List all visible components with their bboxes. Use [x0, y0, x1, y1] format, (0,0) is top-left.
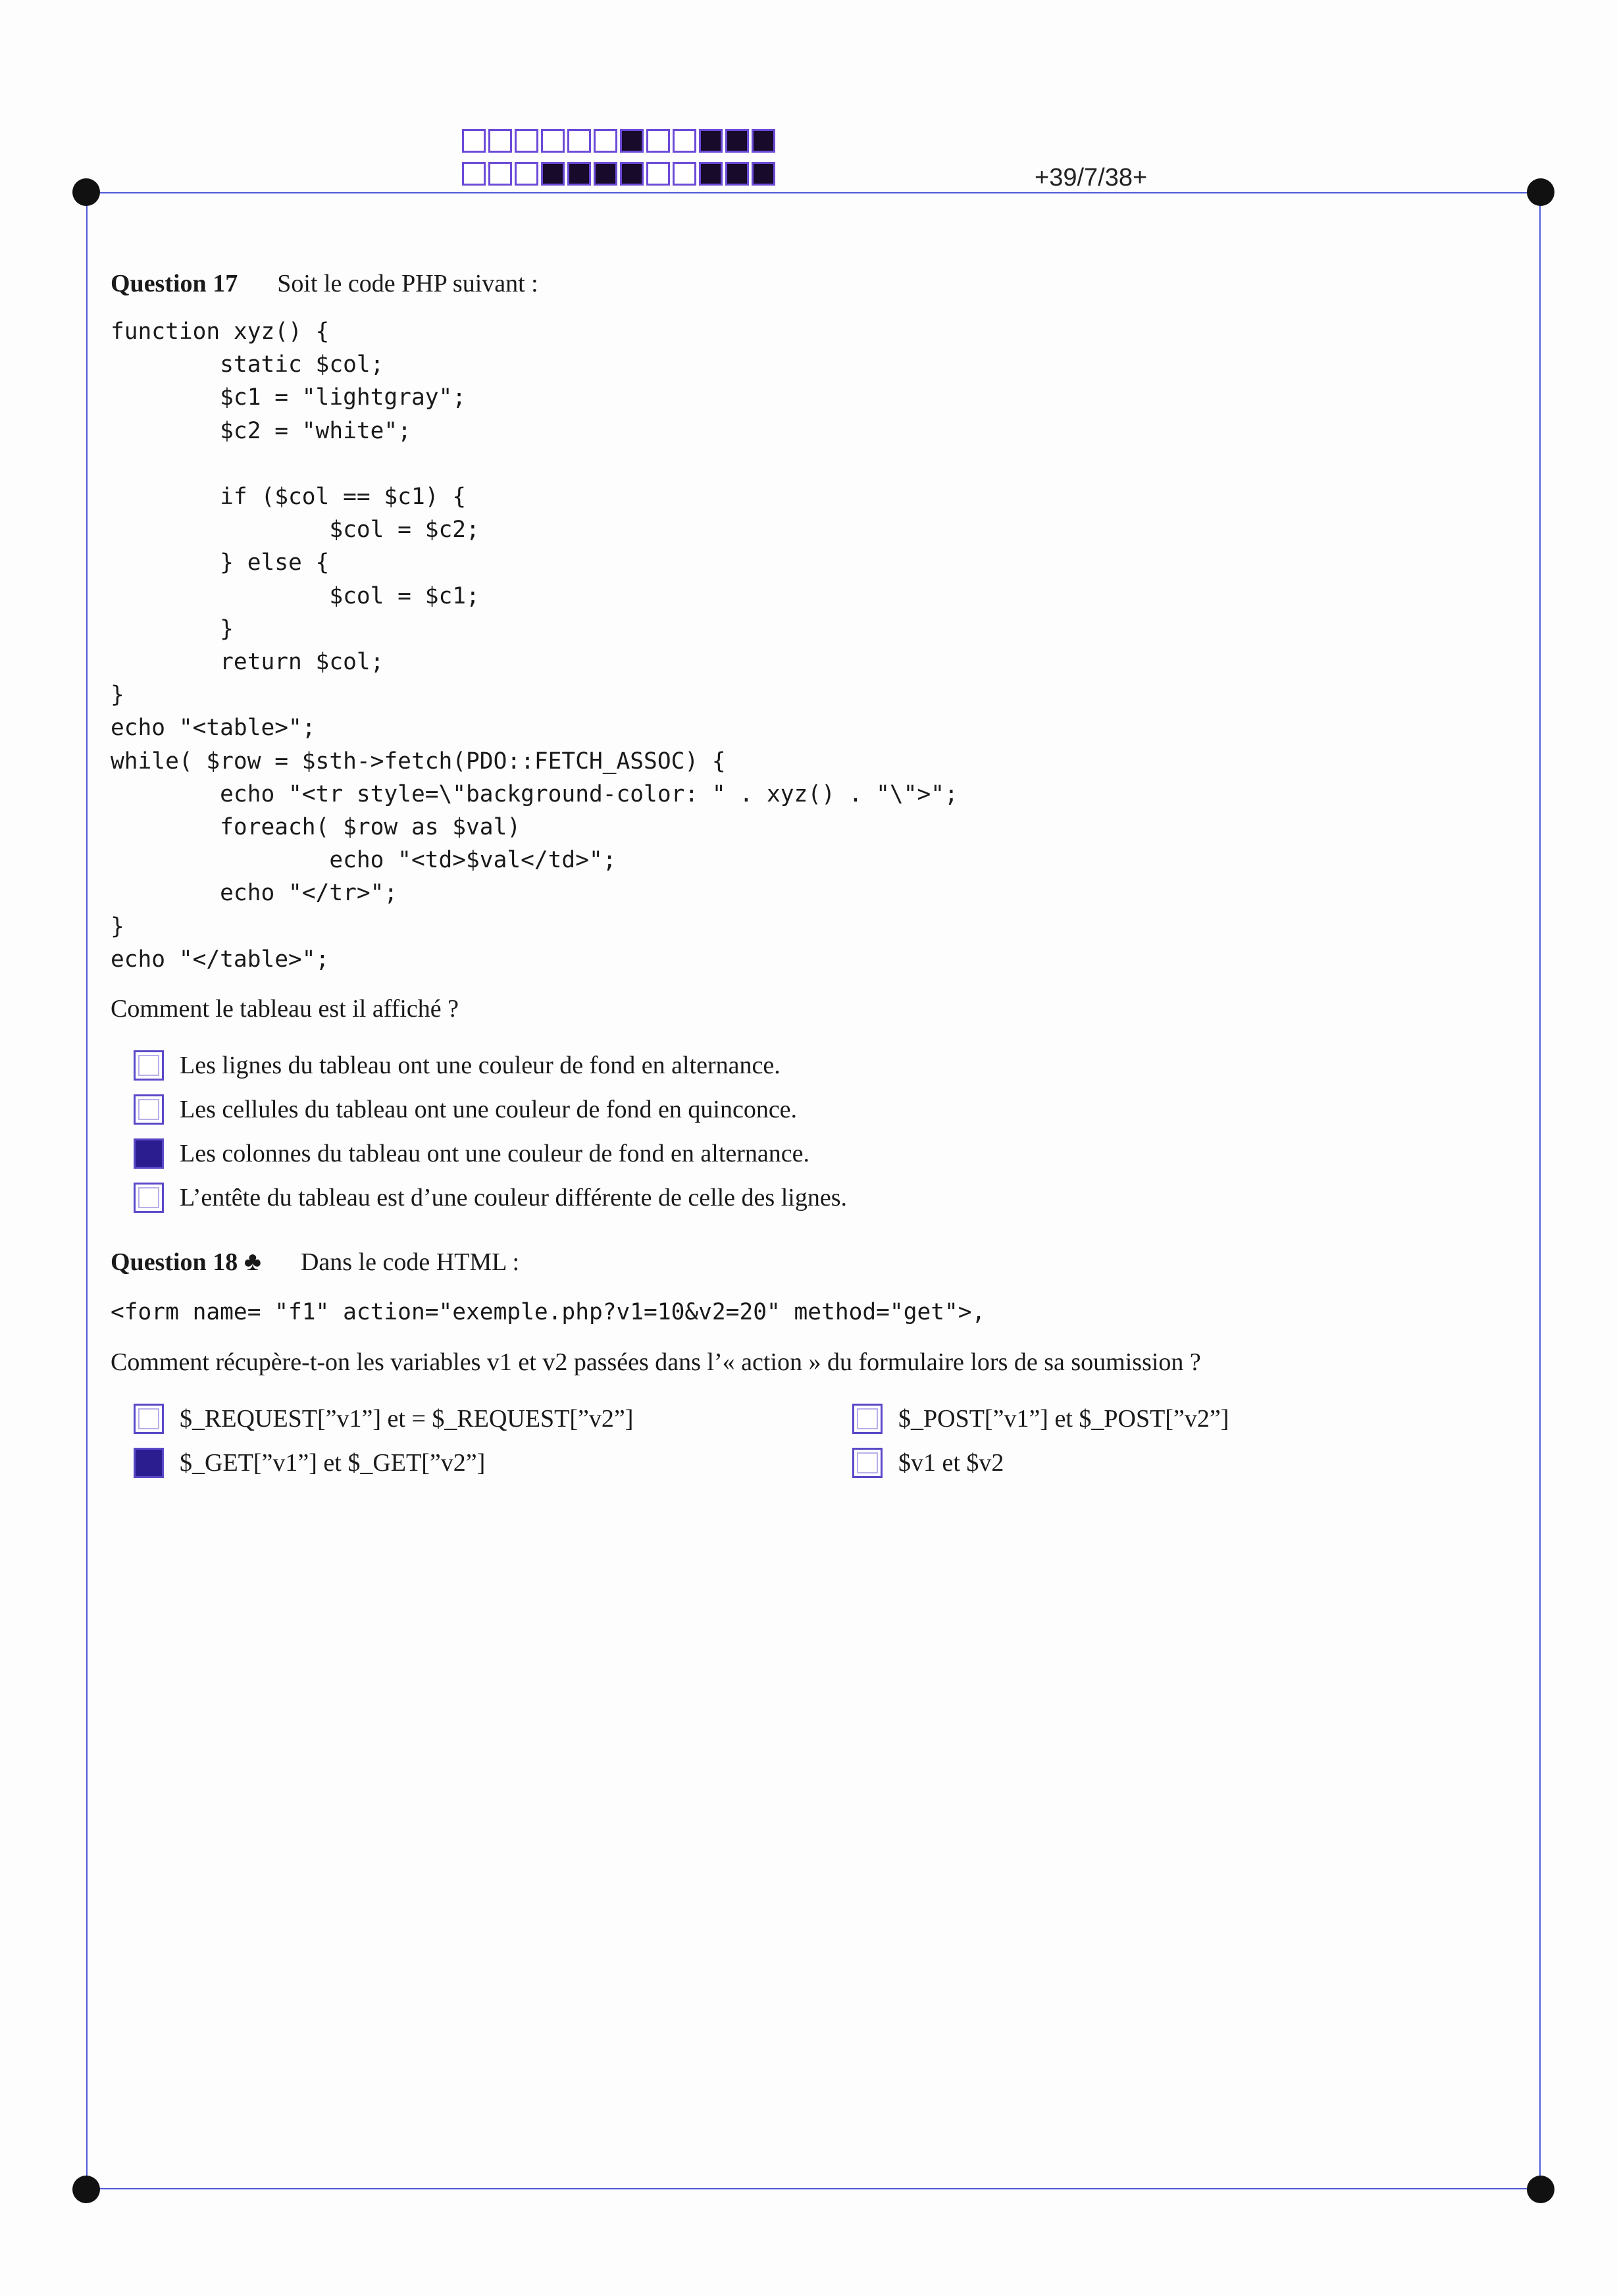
q17-option-4[interactable] — [134, 1175, 1512, 1219]
q18-option-4[interactable] — [852, 1441, 1510, 1485]
barcode-cell — [594, 129, 617, 153]
barcode-cell — [673, 129, 696, 153]
question-content — [111, 267, 1512, 1485]
barcode-cell — [541, 162, 565, 186]
q18-option-2[interactable] — [852, 1396, 1510, 1441]
checkbox[interactable] — [852, 1404, 883, 1434]
option-label: Les lignes du tableau ont une couleur de fond en alternance. — [180, 1051, 781, 1079]
checked-checkbox[interactable] — [134, 1448, 164, 1478]
checkbox[interactable] — [852, 1448, 883, 1478]
barcode-cell — [752, 162, 775, 186]
barcode-cell — [646, 162, 670, 186]
barcode-cell — [620, 129, 644, 153]
question-18-options — [134, 1396, 1512, 1485]
question-17-options — [134, 1043, 1512, 1219]
barcode-cell — [673, 162, 696, 186]
corner-mark-bottom-left — [72, 2176, 100, 2203]
barcode-cell — [462, 129, 486, 153]
q17-option-2[interactable] — [134, 1087, 1512, 1131]
corner-mark-top-left — [72, 178, 100, 206]
barcode-row-1 — [462, 129, 778, 153]
barcode-cell — [699, 162, 723, 186]
option-label: $_GET[”v1”] et $_GET[”v2”] — [180, 1448, 486, 1477]
checkbox[interactable] — [134, 1050, 164, 1081]
barcode-cell — [646, 129, 670, 153]
barcode-cell — [567, 129, 591, 153]
barcode-cell — [488, 162, 512, 186]
barcode-cell — [541, 129, 565, 153]
checkbox[interactable] — [134, 1183, 164, 1213]
barcode-cell — [699, 129, 723, 153]
barcode-cell — [725, 129, 749, 153]
question-18-prompt: Comment récupère-t-on les variables v1 et v2 passées dans l’« action » du formulaire lors de sa soumission ? — [111, 1348, 1201, 1377]
question-17-prompt: Comment le tableau est il affiché ? — [111, 995, 459, 1023]
page-id: +39/7/38+ — [1035, 164, 1148, 191]
option-label: $v1 et $v2 — [898, 1448, 1004, 1477]
barcode-cell — [515, 162, 538, 186]
barcode-cell — [752, 129, 775, 153]
barcode-cell — [515, 129, 538, 153]
option-label: Les colonnes du tableau ont une couleur de fond en alternance. — [180, 1139, 810, 1167]
question-17-number: Question 17 — [111, 270, 238, 297]
option-label: $_POST[”v1”] et $_POST[”v2”] — [898, 1404, 1229, 1433]
barcode-cell — [462, 162, 486, 186]
question-18-number: Question 18 — [111, 1248, 238, 1277]
question-17-intro: Soit le code PHP suivant : — [277, 270, 538, 297]
barcode-cell — [620, 162, 644, 186]
option-label: $_REQUEST[”v1”] et = $_REQUEST[”v2”] — [180, 1404, 634, 1433]
checkbox[interactable] — [134, 1404, 164, 1434]
corner-mark-top-right — [1527, 178, 1554, 206]
question-18-code: <form name= "f1" action="exemple.php?v1=10&v2=20" method="get">, — [111, 1299, 986, 1326]
option-label: Les cellules du tableau ont une couleur de fond en quinconce. — [180, 1095, 798, 1123]
question-18-intro: Dans le code HTML : — [300, 1248, 520, 1277]
question-17-code: function xyz() { static $col; $c1 = "lightgray"; $c2 = "white"; if ($col == $c1) { $col = $c2; } else { $col = $c1; } return $col; } echo "<table>"; while( $row = $sth->fetch(PDO::FETCH_ASSOC) { echo "<tr style=\"background-color: " . xyz() . "\">"; foreach( $row as $val) echo "<td>$val</td>"; echo "</tr>"; } echo "</table>"; — [111, 319, 958, 973]
checkbox[interactable] — [134, 1094, 164, 1125]
barcode-cell — [594, 162, 617, 186]
barcode-cell — [488, 129, 512, 153]
option-label: L’entête du tableau est d’une couleur différente de celle des lignes. — [180, 1183, 847, 1212]
club-icon: ♣ — [244, 1246, 261, 1277]
q17-option-3[interactable] — [134, 1131, 1512, 1175]
checked-checkbox[interactable] — [134, 1138, 164, 1169]
q18-option-3[interactable] — [134, 1441, 852, 1485]
barcode-cell — [725, 162, 749, 186]
question-17-header — [111, 267, 1512, 301]
barcode-cell — [567, 162, 591, 186]
corner-mark-bottom-right — [1527, 2176, 1554, 2203]
q18-option-1[interactable] — [134, 1396, 852, 1441]
barcode-row-2 — [462, 162, 778, 186]
question-18-header — [111, 1244, 1512, 1279]
q17-option-1[interactable] — [134, 1043, 1512, 1087]
